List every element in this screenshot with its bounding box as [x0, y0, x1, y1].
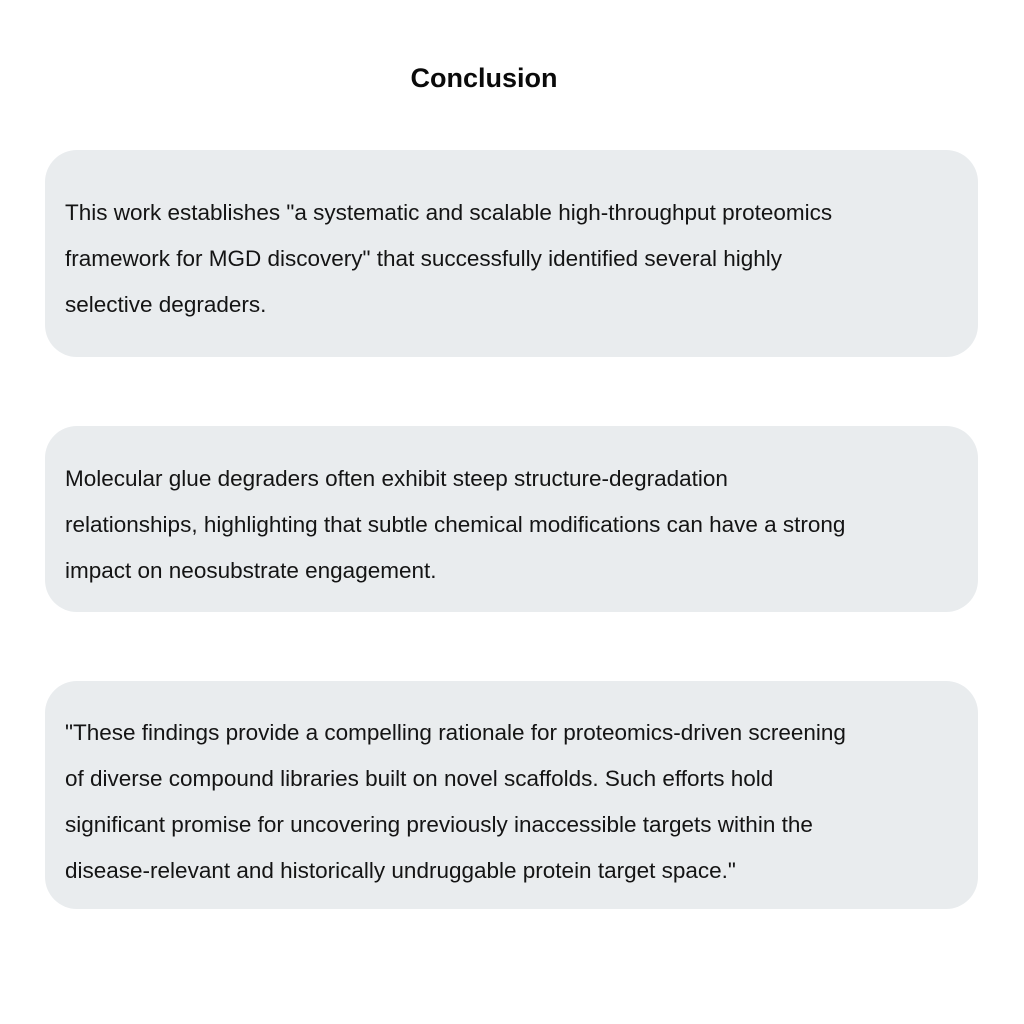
text-line: Molecular glue degraders often exhibit steep structure-degradation: [65, 466, 728, 491]
text-line: "These findings provide a compelling rationale for proteomics-driven screening: [65, 720, 846, 745]
text-line: framework for MGD discovery" that successfully identified several highly: [65, 246, 783, 271]
text-line: impact on neosubstrate engagement.: [65, 558, 437, 583]
text-line: relationships, highlighting that subtle chemical modifications can have a strong: [65, 512, 846, 537]
text-line: significant promise for uncovering previously inaccessible targets within the: [65, 812, 813, 837]
text-line: This work establishes "a systematic and scalable high-throughput proteomics: [65, 200, 833, 225]
conclusion-card-framework: [45, 150, 978, 357]
conclusion-card-rationale-quote: [45, 681, 978, 909]
text-line: selective degraders.: [65, 292, 267, 317]
conclusion-card-structure-degradation: [45, 426, 978, 612]
text-line: disease-relevant and historically undruggable protein target space.": [65, 858, 736, 883]
card-text: [65, 190, 958, 328]
card-text: [65, 456, 958, 594]
text-line: of diverse compound libraries built on novel scaffolds. Such efforts hold: [65, 766, 774, 791]
card-text: [65, 710, 958, 894]
page-title: Conclusion: [410, 63, 558, 94]
